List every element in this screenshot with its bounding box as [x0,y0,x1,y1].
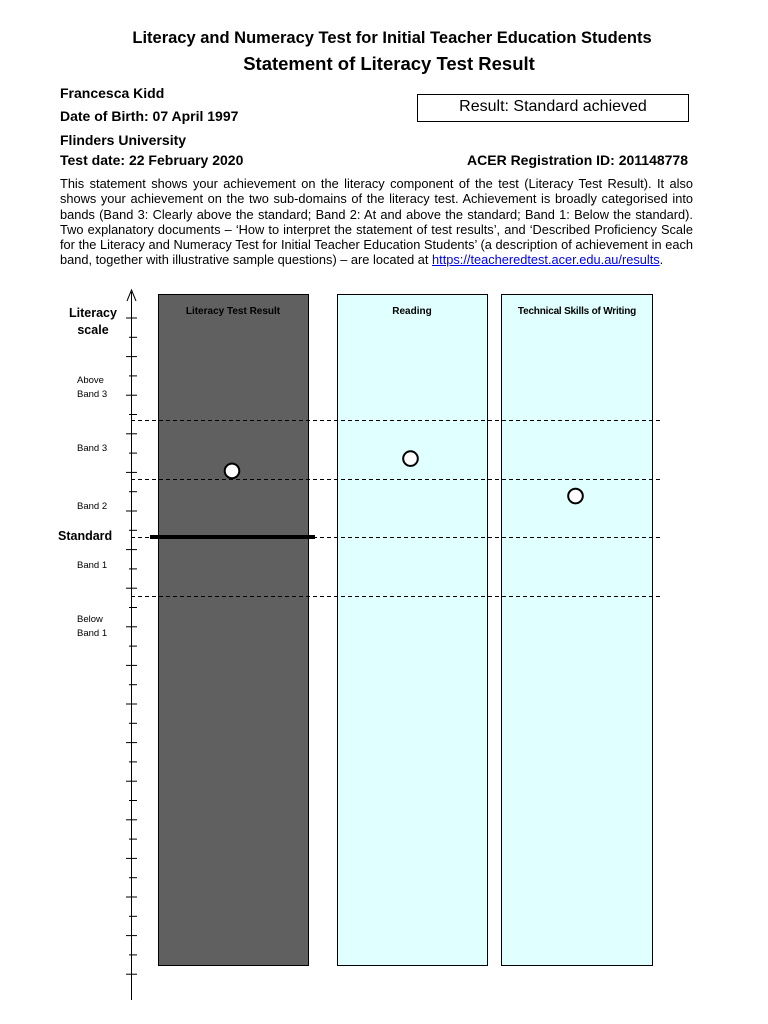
test-title: Literacy and Numeracy Test for Initial Teacher Education Students [132,29,652,47]
band-label-line1: Above [77,375,104,386]
description-text: This statement shows your achievement on the literacy component of the test (Literacy Test Result). It also shows your achievement on the two sub-domains of the literacy test. Achievement is broadly categorised into bands (Band 3: Clearly above the standard; Band 2: At and above the standard; Band 1: Below the standard). Two explanatory documents – ‘How to interpret the statement of test results’, and ‘Described Proficiency Scale for the Literacy and Numeracy Test for Initial Teacher Education Students’ (a description of achievement in each band, together with illustrative sample questions) – are located at [60,176,693,268]
candidate-name: Francesca Kidd [60,85,165,101]
result-marker-2 [568,489,583,504]
column-header-literacy-test-result: Literacy Test Result [185,306,281,317]
result-label: Result: Standard achieved [459,98,647,115]
scale-label-line1: Literacy [69,306,117,320]
band-label-line1: Band 3 [77,443,108,454]
description-suffix: . [659,252,664,268]
result-marker-1 [403,451,418,466]
result-marker-0 [225,464,240,479]
band-label-band-2 [77,500,107,514]
band-label-line1: Band 2 [77,501,108,512]
column-1 [338,295,488,966]
scale-label-line2: scale [77,323,109,337]
band-label-line1: Below [77,614,103,625]
results-link[interactable]: https://teacheredtest.acer.edu.au/results [432,252,660,268]
statement-title: Statement of Literacy Test Result [243,53,535,74]
date-of-birth: Date of Birth: 07 April 1997 [60,108,239,124]
column-header-technical-skills-of-writing: Technical Skills of Writing [517,306,637,317]
band-label-line1: Band 1 [77,560,108,571]
column-header-reading: Reading [392,306,432,317]
band-label-below-band-1 [77,613,107,641]
band-label-line2: Band 3 [77,389,108,400]
column-2 [502,295,653,966]
band-label-line2: Band 1 [77,628,108,639]
band-label-above-band-3 [77,374,107,402]
column-0 [159,295,309,966]
university: Flinders University [60,132,187,148]
band-label-band-3 [77,442,107,456]
band-label-band-1 [77,559,107,573]
standard-label: Standard [58,529,113,543]
test-date: Test date: 22 February 2020 [60,152,244,168]
literacy-scale-label [60,305,126,339]
registration-id: ACER Registration ID: 201148778 [467,152,688,168]
